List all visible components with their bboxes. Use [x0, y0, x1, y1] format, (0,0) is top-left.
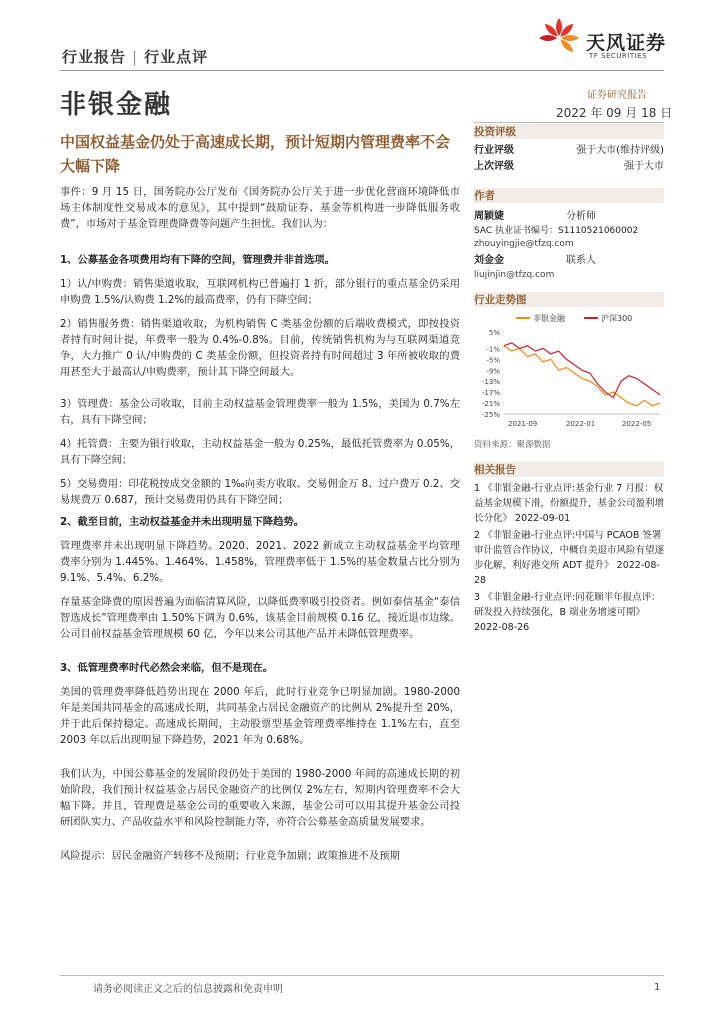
report-title: 中国权益基金仍处于高速成长期，预计短期内管理费率不会大幅下降 [60, 133, 451, 175]
trend-chart-block [474, 292, 664, 307]
tf-logo-icon [535, 14, 583, 62]
last-rating-label: 上次评级 [474, 161, 514, 172]
y-tick-label: -25% [481, 411, 500, 419]
paragraph-mgmt-fee-trend: 管理费率并未出现明显下降趋势。2020、2021、2022 新成立主动权益基金平均管理费率分别为 1.445%、1.464%、1.458%，管理费率低于 1.5%的基金数量占比分别为 9.1%、5.4%、6.2%。 [60, 540, 460, 584]
x-tick-label: 2021-09 [508, 420, 538, 428]
y-tick-label: 5% [488, 329, 500, 337]
risk-warning: 风险提示：居民金融资产转移不及预期；行业竞争加剧；政策推进不及预期 [60, 850, 400, 862]
sector-title: 非银金融 [60, 90, 173, 120]
category-industry-comment: 行业点评 [144, 48, 209, 66]
header-divider [60, 70, 664, 71]
y-tick-label: -5% [486, 356, 500, 365]
author1-sac: SAC 执业证书编号：S1110521060002 [474, 226, 639, 236]
legend-label-csi300: 沪深300 [601, 314, 633, 323]
author-header: 作者 [474, 188, 664, 203]
paragraph-custody-fee: 4）托管费：主要为银行收取，主动权益基金一般为 0.25%，最低托管费率为 0.05%，具有下降空间； [60, 438, 460, 466]
author2-row [474, 253, 664, 269]
paragraph-sales-service-fee: 2）销售服务费：销售渠道收取，为机构销售 C 类基金份额的后端收费模式，即按投资者持有时间计提，年费率一般为 0.4%-0.8%。目前，传统销售机构为与互联网渠道竞争，大力推广 0 认/申购费的 C 类基金份额，但投资者持有时间超过 3 年所被收取的费用甚至大于最高认/申购费率，预计其下降空间最大。 [60, 318, 460, 378]
author1-email[interactable]: zhouyingjie@tfzq.com [474, 239, 574, 249]
last-rating-row [474, 159, 664, 175]
paragraph-our-view: 我们认为，中国公募基金的发展阶段仍处于美国的 1980-2000 年间的高速成长期的初始阶段，我们预计权益基金占居民金融资产的比例仅 2%左右，短期内管理费率不会大幅下降。并且，管理费是基金公司的重要收入来源，基金公司可以用其提升基金公司投研团队实力、产品收益水平和风险控制能力等，亦符合公募基金高质量发展要求。 [60, 768, 460, 828]
paragraph-fee-cut-reasons: 存量基金降费的原因普遍为面临清算风险，以降低费率吸引投资者。例如泰信基金“泰信智选成长”管理费率由 1.50%下调为 0.6%，该基金目前规模 0.16 亿，接近退市边缘。公司目前权益基金管理规模 60 亿，今年以来公司其他产品并未降低管理费率。 [60, 596, 460, 640]
series-line-csi300 [504, 343, 660, 398]
category-separator: | [132, 48, 139, 66]
paragraph-trading-fee: 5）交易费用：印花税按成交金额的 1‰向卖方收取、交易佣金万 8、过户费万 0.2、交易规费万 0.687，预计交易费用仍具有下降空间； [60, 478, 460, 506]
y-tick-label: -1% [486, 345, 500, 354]
logo-english-name: TF SECURITIES [589, 52, 648, 60]
report-category [62, 46, 208, 67]
rating-block [474, 124, 664, 175]
section-1-heading: 1、公募基金各项费用均有下降的空间，管理费并非首选项。 [60, 254, 335, 266]
chart-legend [516, 313, 632, 323]
series-line-nonbank [504, 346, 660, 406]
paragraph-us-comparison: 美国的管理费率降低趋势出现在 2000 年后，此时行业竞争已明显加剧。1980-2000 年是美国共同基金的高速成长期，共同基金占居民金融资产的比例从 2%提升至 20%，并于此后保持稳定。高速成长期间，主动股票型基金管理费率维持在 1.1%左右，直至 2003 年以后出现明显下降趋势，2021 年为 0.68%。 [60, 686, 460, 746]
paragraph-management-fee: 3）管理费：基金公司收取，目前主动权益基金管理费率一般为 1.5%，美国为 0.7%左右，具有下降空间； [60, 398, 460, 426]
legend-label-nonbank: 非银金融 [533, 314, 565, 323]
footer-disclaimer: 请务必阅读正文之后的信息披露和免责申明 [93, 984, 283, 995]
chart-source: 资料来源：聚源数据 [474, 440, 551, 450]
rating-label: 行业评级 [474, 145, 514, 156]
rating-value: 强于大市(维持评级) [576, 145, 664, 156]
x-tick-label: 2022-05 [622, 420, 652, 428]
date-divider [474, 122, 664, 123]
report-date: 2022 年 09 月 18 日 [556, 106, 673, 120]
author1-name: 周颖婕 [474, 211, 504, 222]
author2-email[interactable]: liujinjin@tfzq.com [474, 270, 555, 280]
section-2-heading: 2、截至目前，主动权益基金并未出现明显下降趋势。 [60, 516, 304, 528]
footer-divider [60, 975, 664, 976]
y-tick-label: -13% [481, 378, 500, 387]
rating-header: 投资评级 [474, 124, 664, 139]
last-rating-value: 强于大市 [624, 161, 664, 172]
related-report-item[interactable]: 1 《非银金融-行业点评:基金行业 7 月报：权益基金规模下滑，份额提升，基金公司盈利增长分化》 2022-09-01 [474, 483, 665, 524]
related-report-item[interactable]: 3 《非银金融-行业点评:同花顺半年报点评：研发投入持续强化，B 端业务增速可期》 2022-08-26 [474, 592, 661, 633]
y-tick-label: -9% [486, 367, 500, 376]
related-report-item[interactable]: 2 《非银金融-行业点评:中国与 PCAOB 签署审计监管合作协议，中概自美退市风险有望逐步化解，利好港交所 ADT 提升》 2022-08-28 [474, 530, 665, 586]
author1-row [474, 209, 664, 225]
event-paragraph: 事件：9 月 15 日，国务院办公厅发布《国务院办公厅关于进一步优化营商环境降低市场主体制度性交易成本的意见》，其中提到“鼓励证券、基金等机构进一步降低服务收费”，市场对于基金管理费降费等问题产生担忧。我们认为： [60, 186, 460, 230]
author2-role: 联系人 [566, 255, 596, 266]
logo-chinese-name: 天风证券 [586, 32, 667, 54]
y-tick-label: -21% [481, 400, 500, 409]
related-reports [474, 462, 664, 637]
related-header: 相关报告 [474, 462, 664, 477]
section-3-heading: 3、低管理费率时代必然会来临，但不是现在。 [60, 662, 274, 674]
industry-trend-chart [474, 310, 664, 432]
category-industry-report: 行业报告 [62, 48, 127, 66]
y-tick-label: -17% [481, 389, 500, 398]
paragraph-subscription-fee: 1）认/申购费：销售渠道收取，互联网机构已普遍打 1 折，部分银行的重点基金仍采用申购费 1.5%/认购费 1.2%的最高费率，仍有下降空间； [60, 278, 460, 306]
report-type: 证券研究报告 [587, 90, 647, 101]
x-tick-label: 2022-01 [566, 420, 596, 428]
author-block [474, 188, 664, 282]
chart-header: 行业走势图 [474, 292, 664, 307]
page-number: 1 [654, 982, 661, 993]
author2-name: 刘金金 [474, 255, 504, 266]
rating-row [474, 143, 664, 159]
author1-role: 分析师 [566, 211, 596, 222]
